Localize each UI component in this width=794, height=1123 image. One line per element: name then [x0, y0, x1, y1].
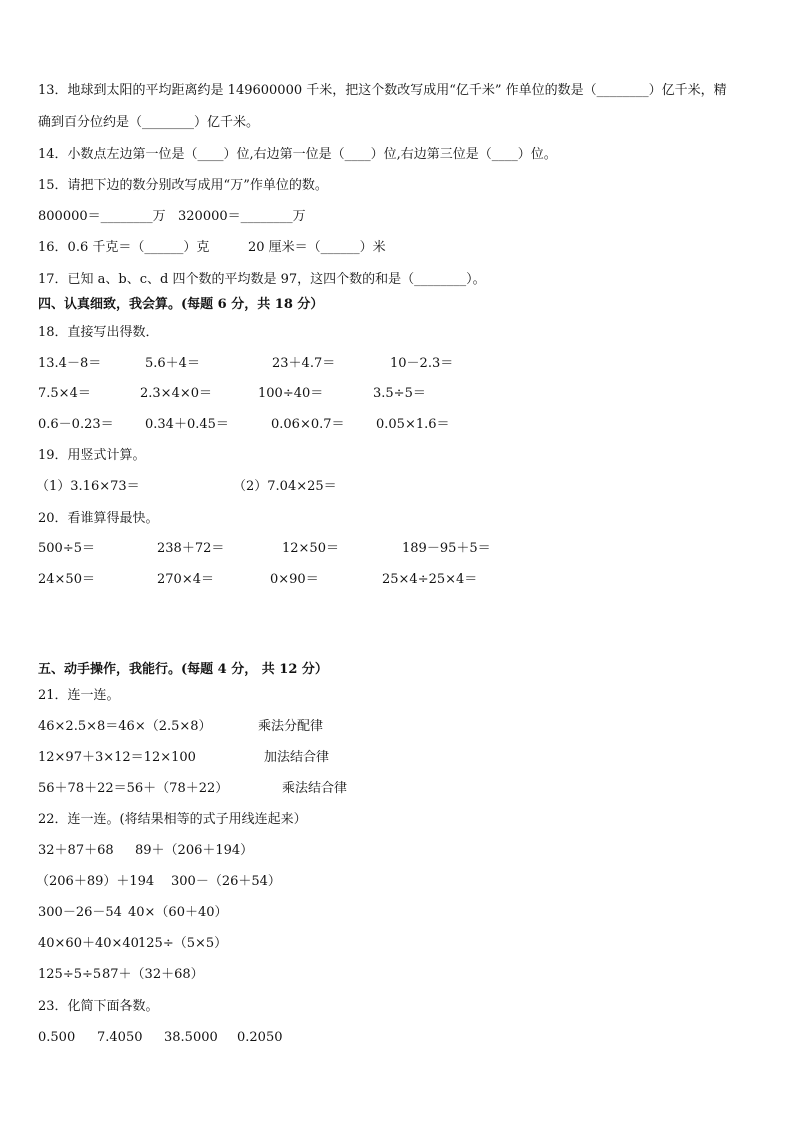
- q18-r3-c3: 0.06×0.7＝: [271, 417, 345, 432]
- q21-left-2: 12×97＋3×12＝12×100: [38, 750, 196, 765]
- q17: 17．已知 a、b、c、d 四个数的平均数是 97，这四个数的和是（________）。: [38, 272, 486, 287]
- q18-r2-c3: 100÷40＝: [258, 386, 324, 401]
- q19-stem: 19．用竖式计算。: [38, 448, 146, 463]
- q23-item-2: 7.4050: [97, 1030, 143, 1045]
- q23-stem: 23．化简下面各数。: [38, 999, 159, 1014]
- q21-right-2: 加法结合律: [264, 750, 330, 765]
- q22-stem: 22．连一连。(将结果相等的式子用线连起来）: [38, 812, 307, 827]
- q22-r3-right: 40×（60＋40）: [128, 905, 228, 920]
- q20-r2-c2: 270×4＝: [157, 572, 214, 587]
- q14: 14．小数点左边第一位是（____）位,右边第一位是（____）位,右边第三位是（____）位。: [38, 147, 557, 162]
- q20-r2-c3: 0×90＝: [270, 572, 319, 587]
- q21-right-3: 乘法结合律: [282, 781, 348, 796]
- q21-right-1: 乘法分配律: [258, 719, 324, 734]
- q18-r1-c4: 10－2.3＝: [390, 356, 454, 371]
- q13-line1: 13．地球到太阳的平均距离约是 149600000 千米，把这个数改写成用“亿千米” 作单位的数是（________）亿千米，精: [38, 83, 727, 98]
- q21-left-1: 46×2.5×8＝46×（2.5×8）: [38, 719, 212, 734]
- q18-r1-c2: 5.6＋4＝: [145, 356, 200, 371]
- q22-r2-left: （206＋89）＋194: [36, 874, 155, 889]
- q20-stem: 20．看谁算得最快。: [38, 511, 159, 526]
- q18-stem: 18．直接写出得数．: [38, 325, 159, 340]
- q22-r1-right: 89＋（206＋194）: [135, 843, 254, 858]
- q19-item-1: （1）3.16×73＝: [36, 479, 140, 494]
- q18-r1-c1: 13.4－8＝: [38, 356, 102, 371]
- q22-r5-left: 125÷5÷5: [38, 967, 102, 982]
- q22-r4-right: 125÷（5×5）: [138, 936, 228, 951]
- q18-r3-c1: 0.6－0.23＝: [38, 417, 114, 432]
- q13-line2: 确到百分位约是（________）亿千米。: [38, 115, 260, 130]
- q22-r4-left: 40×60＋40×40: [38, 936, 139, 951]
- q22-r2-right: 300－（26＋54）: [171, 874, 281, 889]
- q22-r1-left: 32＋87＋68: [38, 843, 114, 858]
- q18-r2-c1: 7.5×4＝: [38, 386, 91, 401]
- q18-r1-c3: 23＋4.7＝: [272, 356, 336, 371]
- q18-r3-c2: 0.34＋0.45＝: [145, 417, 229, 432]
- q22-r3-left: 300－26－54: [38, 905, 122, 920]
- section-5-heading: 五、动手操作，我能行。(每题 4 分， 共 12 分）: [38, 662, 328, 677]
- q16-item-2: 20 厘米＝（______）米: [248, 240, 386, 255]
- q20-r1-c3: 12×50＝: [282, 541, 339, 556]
- q18-r3-c4: 0.05×1.6＝: [376, 417, 450, 432]
- q23-item-3: 38.5000: [164, 1030, 218, 1045]
- q18-r2-c2: 2.3×4×0＝: [140, 386, 213, 401]
- q20-r1-c1: 500÷5＝: [38, 541, 95, 556]
- q21-left-3: 56＋78＋22＝56＋（78＋22）: [38, 781, 229, 796]
- q21-stem: 21．连一连。: [38, 688, 120, 703]
- q16-item-1: 16．0.6 千克＝（______）克: [38, 240, 210, 255]
- q23-item-4: 0.2050: [237, 1030, 283, 1045]
- q19-item-2: （2）7.04×25＝: [233, 479, 337, 494]
- q20-r2-c4: 25×4÷25×4＝: [382, 572, 478, 587]
- q15-stem: 15．请把下边的数分别改写成用“万”作单位的数。: [38, 178, 328, 193]
- q22-r5-right: 87＋（32＋68）: [102, 967, 204, 982]
- q15-item-1: 800000＝________万: [38, 209, 166, 224]
- q15-item-2: 320000＝________万: [178, 209, 306, 224]
- q20-r1-c2: 238＋72＝: [157, 541, 225, 556]
- q23-item-1: 0.500: [38, 1030, 76, 1045]
- q20-r2-c1: 24×50＝: [38, 572, 95, 587]
- q20-r1-c4: 189－95＋5＝: [402, 541, 491, 556]
- q18-r2-c4: 3.5÷5＝: [373, 386, 426, 401]
- section-4-heading: 四、认真细致，我会算。(每题 6 分，共 18 分）: [38, 297, 324, 312]
